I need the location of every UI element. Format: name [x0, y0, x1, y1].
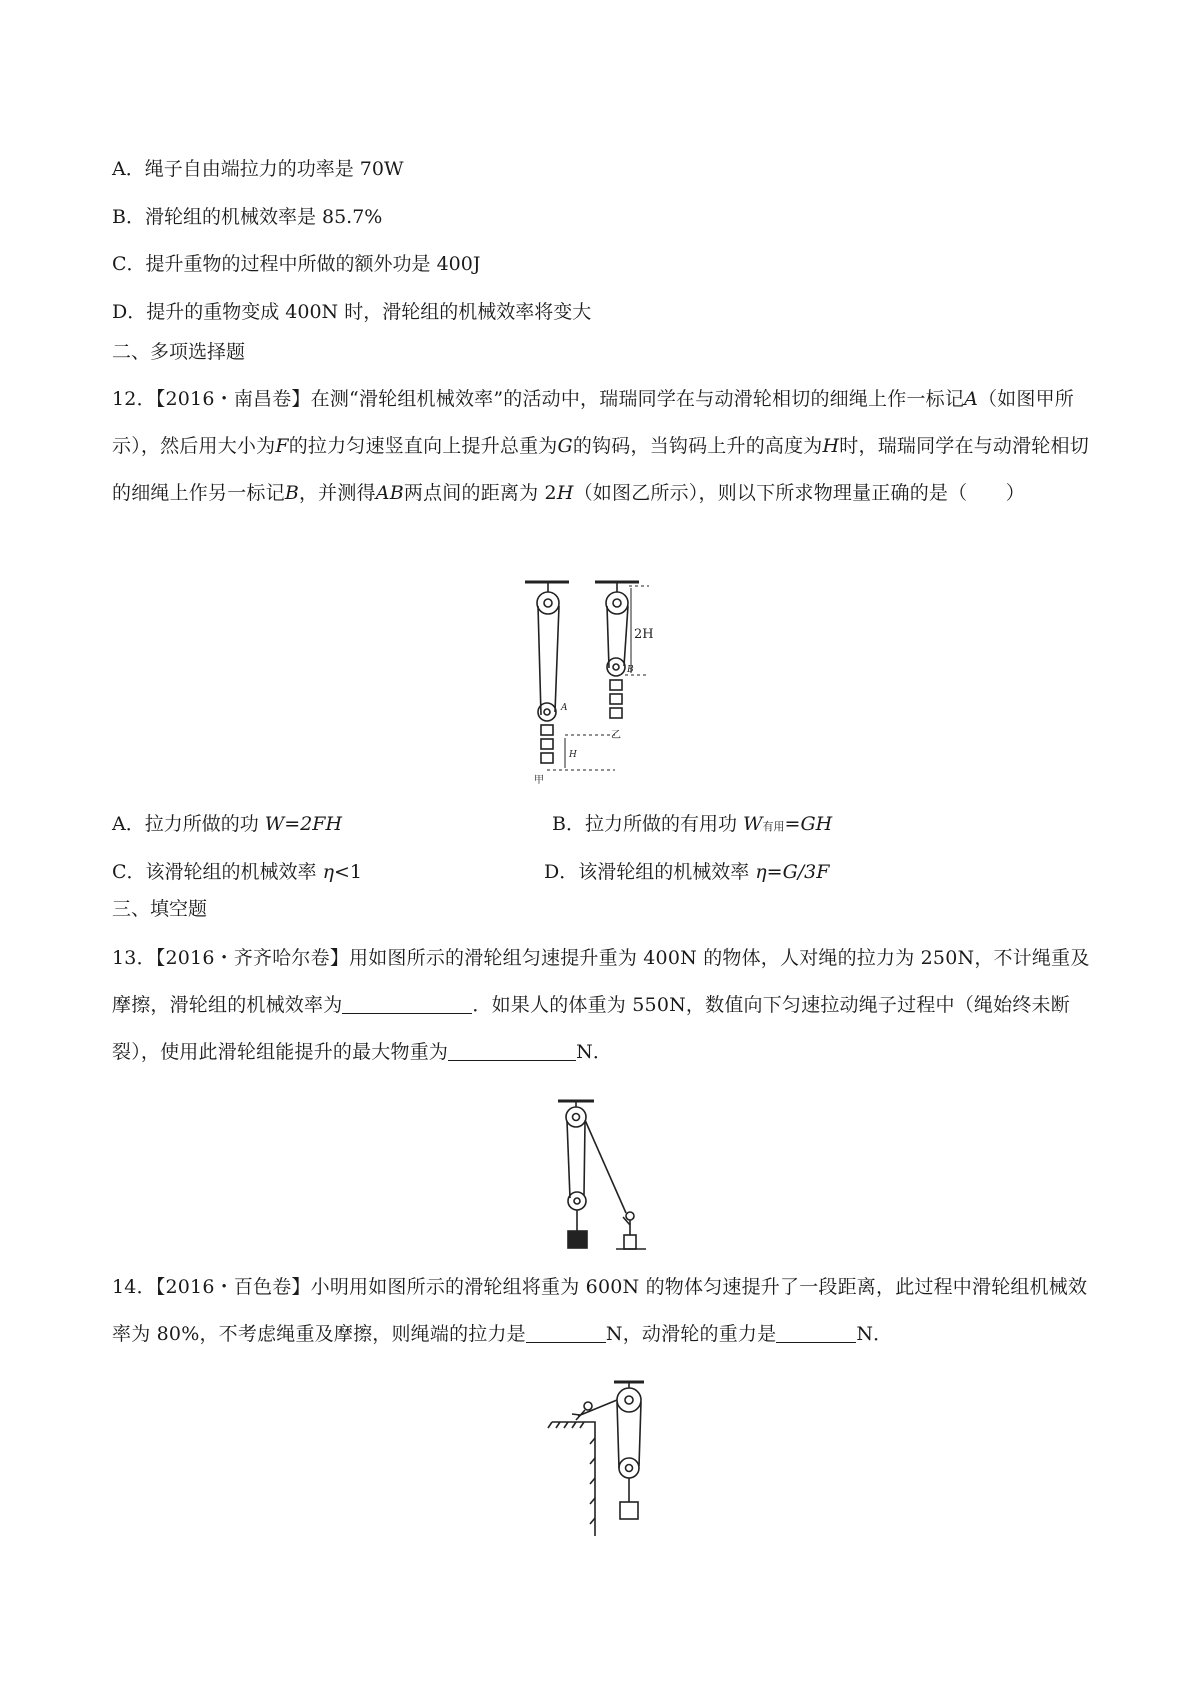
q11-option-c: C．提升重物的过程中所做的额外功是 400J: [112, 253, 481, 275]
q13-blank-efficiency[interactable]: [342, 993, 472, 1014]
q14-blank-pulley-weight[interactable]: [776, 1322, 856, 1343]
fig12-label-yi: 乙: [611, 730, 621, 741]
fig12-label-jia: 甲: [534, 775, 544, 786]
q13-blank-max-weight[interactable]: [448, 1040, 576, 1061]
q12-option-a: A．拉力所做的功 W=2FH: [112, 813, 343, 835]
q14-pulley-figure: [550, 1378, 660, 1538]
q12-option-c: C．该滑轮组的机械效率 η<1: [112, 861, 362, 883]
q11-option-d: D．提升的重物变成 400N 时，滑轮组的机械效率将变大: [112, 301, 592, 323]
q12-option-d: D．该滑轮组的机械效率 η=G/3F: [544, 861, 830, 883]
q11-option-b: B．滑轮组的机械效率是 85.7%: [112, 206, 383, 228]
section-heading-multiple-choice: 二、多项选择题: [112, 341, 246, 363]
section-heading-fill-blank: 三、填空题: [112, 898, 208, 920]
fig12-label-H: H: [569, 750, 577, 760]
q14-question: 14．【2016・百色卷】小明用如图所示的滑轮组将重为 600N 的物体匀速提升了一段距离，此过程中滑轮组机械效率为 80%，不考虑绳重及摩擦，则绳端的拉力是 N，动滑轮的重力是 N．: [112, 1276, 1088, 1345]
q12-question: 12．【2016・南昌卷】在测“滑轮组机械效率”的活动中，瑞瑞同学在与动滑轮相切的细绳上作一标记A（如图甲所示），然后用大小为F的拉力匀速竖直向上提升总重为G的钩码，当钩码上升的高度为H时，瑞瑞同学在与动滑轮相切的细绳上作另一标记B，并测得AB两点间的距离为 2H（如图乙所示），则以下所求物理量正确的是（ ）: [112, 388, 1089, 504]
q11-option-a: A．绳子自由端拉力的功率是 70W: [112, 158, 404, 180]
fig12-label-2H: 2H: [634, 627, 654, 642]
q13-question: 13．【2016・齐齐哈尔卷】用如图所示的滑轮组匀速提升重为 400N 的物体，人对绳的拉力为 250N，不计绳重及摩擦，滑轮组的机械效率为 ．如果人的体重为 550N，数值向下匀速拉动绳子过程中（绳始终未断裂），使用此滑轮组能提升的最大物重为 N．: [112, 947, 1090, 1063]
q13-pulley-figure: [550, 1095, 650, 1255]
fig12-label-A: A: [561, 703, 568, 713]
q14-blank-pull-force[interactable]: [526, 1322, 606, 1343]
q12-option-b: B．拉力所做的有用功 W有用=GH: [552, 813, 833, 835]
q12-pulley-figure: [525, 578, 654, 790]
fig12-label-B: B: [627, 665, 634, 675]
